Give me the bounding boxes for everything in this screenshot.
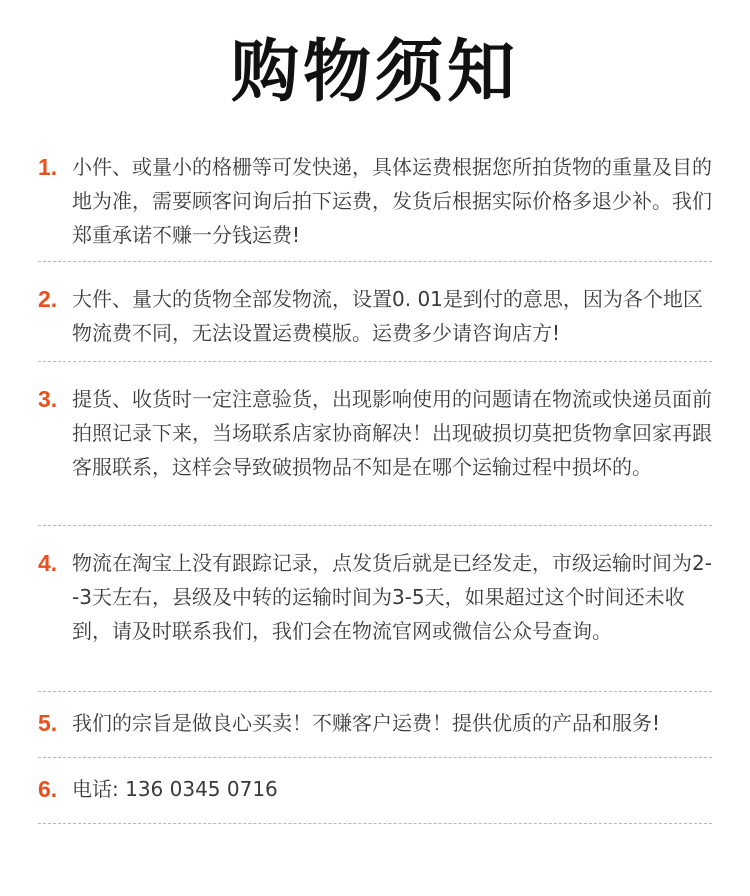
notice-number: 2.: [38, 286, 58, 312]
notice-list: [38, 148, 712, 824]
notice-number: 6.: [38, 776, 58, 802]
notice-text: 物流在淘宝上没有跟踪记录，点发货后就是已经发走，市级运输时间为2- -3天左右，县级及中转的运输时间为3-5天，如果超过这个时间还未收到，请及时联系我们，我们会在物流官网或微信公众号查询。: [72, 551, 712, 643]
notice-text: 小件、或量小的格栅等可发快递，具体运费根据您所拍货物的重量及目的地为准，需要顾客问询后拍下运费，发货后根据实际价格多退少补。我们郑重承诺不赚一分钱运费!: [72, 155, 712, 247]
notice-item-2: [38, 262, 712, 362]
phone-number-text: 电话: 136 0345 0716: [72, 777, 278, 801]
notice-item-3: [38, 362, 712, 526]
notice-item-6: [38, 758, 712, 824]
notice-number: 1.: [38, 154, 58, 180]
notice-item-5: [38, 692, 712, 758]
notice-number: 4.: [38, 550, 58, 576]
notice-text: 提货、收货时一定注意验货，出现影响使用的问题请在物流或快递员面前拍照记录下来，当场联系店家协商解决！出现破损切莫把货物拿回家再跟客服联系，这样会导致破损物品不知是在哪个运输过程中损坏的。: [72, 387, 712, 479]
page-title: 购物须知: [230, 33, 519, 112]
notice-number: 5.: [38, 710, 58, 736]
notice-item-4: [38, 526, 712, 692]
notice-item-1: [38, 148, 712, 262]
notice-number: 3.: [38, 386, 58, 412]
notice-text: 大件、量大的货物全部发物流，设置0. 01是到付的意思，因为各个地区物流费不同，无法设置运费模版。运费多少请咨询店方!: [72, 287, 703, 345]
notice-text: 我们的宗旨是做良心买卖！不赚客户运费！提供优质的产品和服务!: [72, 711, 661, 735]
